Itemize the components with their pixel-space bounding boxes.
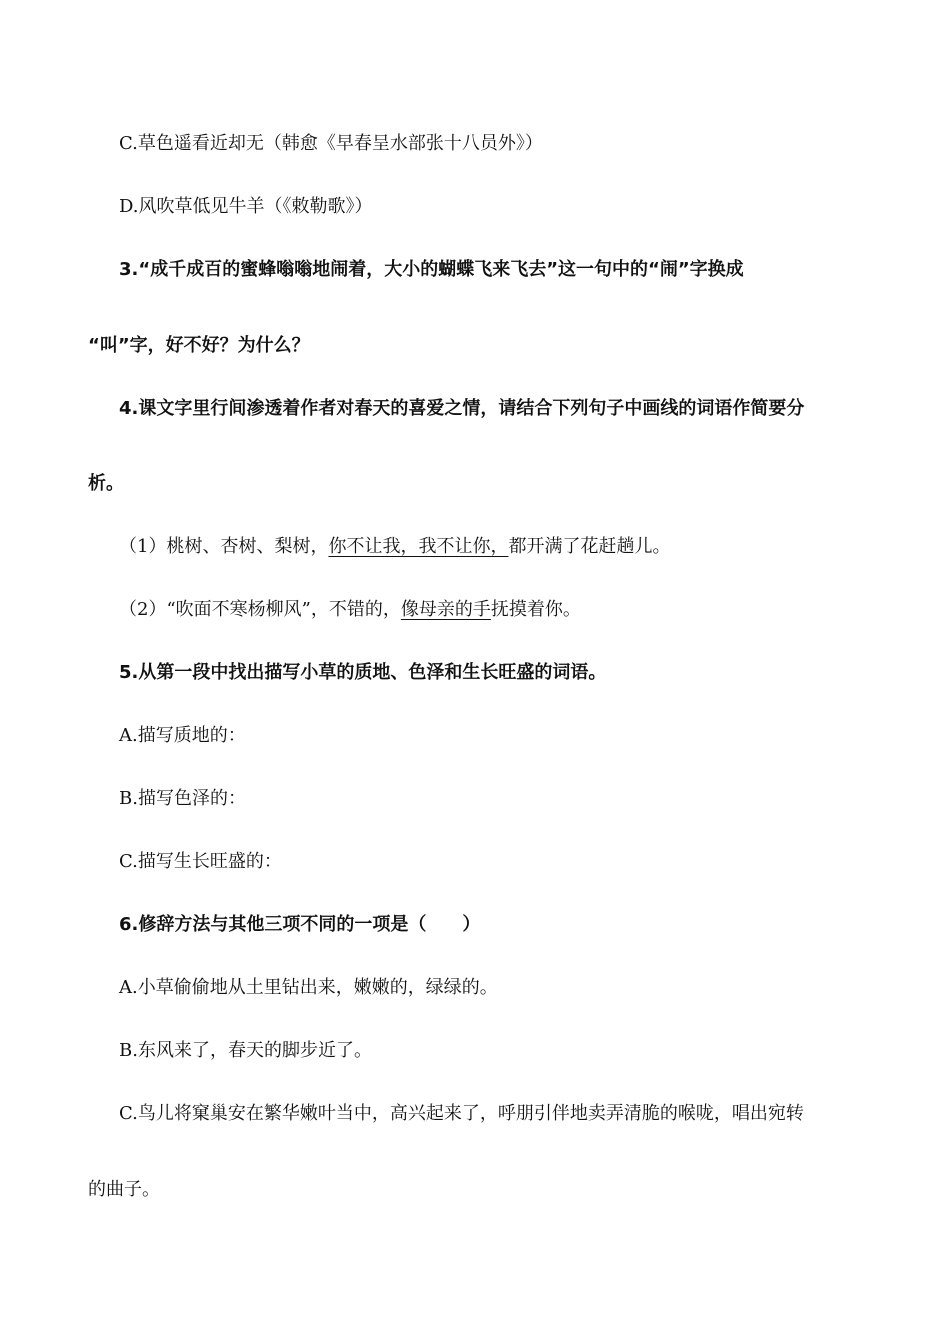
sentence-2-prefix: （2）“吹面不寒杨柳风”，不错的， (119, 599, 401, 620)
option-6c-line-2: 的曲子。 (88, 1179, 160, 1200)
question-4-sentence-2 (119, 598, 581, 622)
sentence-1-suffix: 都开满了花赶趟儿。 (508, 536, 671, 557)
option-5a: A.描写质地的： (119, 725, 246, 746)
question-6: 6.修辞方法与其他三项不同的一项是（ ） (119, 914, 481, 935)
option-2c: C.草色遥看近却无（韩愈《早春呈水部张十八员外》） (119, 133, 543, 154)
option-6a: A.小草偷偷地从土里钻出来，嫩嫩的，绿绿的。 (119, 977, 498, 998)
sentence-2-suffix: 抚摸着你。 (490, 599, 581, 620)
option-2d: D.风吹草低见牛羊（《敕勒歌》） (119, 196, 373, 217)
question-4-sentence-1 (119, 535, 670, 559)
question-5: 5.从第一段中找出描写小草的质地、色泽和生长旺盛的词语。 (119, 662, 607, 683)
sentence-1-prefix: （1）桃树、杏树、梨树， (119, 536, 329, 557)
question-3-line-1: 3.“成千成百的蜜蜂嗡嗡地闹着，大小的蝴蝶飞来飞去”这一句中的“闹”字换成 (119, 259, 744, 280)
question-4-line-2: 析。 (88, 473, 124, 494)
option-5c: C.描写生长旺盛的： (119, 851, 282, 872)
option-6b: B.东风来了，春天的脚步近了。 (119, 1040, 372, 1061)
option-5b: B.描写色泽的： (119, 788, 246, 809)
question-4-line-1: 4.课文字里行间渗透着作者对春天的喜爱之情，请结合下列句子中画线的词语作简要分 (119, 398, 805, 419)
question-3-line-2: “叫”字，好不好？为什么？ (88, 335, 310, 356)
sentence-2-underlined: 像母亲的手 (400, 599, 491, 620)
sentence-1-underlined: 你不让我，我不让你， (328, 536, 509, 557)
option-6c-line-1: C.鸟儿将窠巢安在繁华嫩叶当中，高兴起来了，呼朋引伴地卖弄清脆的喉咙，唱出宛转 (119, 1103, 804, 1124)
